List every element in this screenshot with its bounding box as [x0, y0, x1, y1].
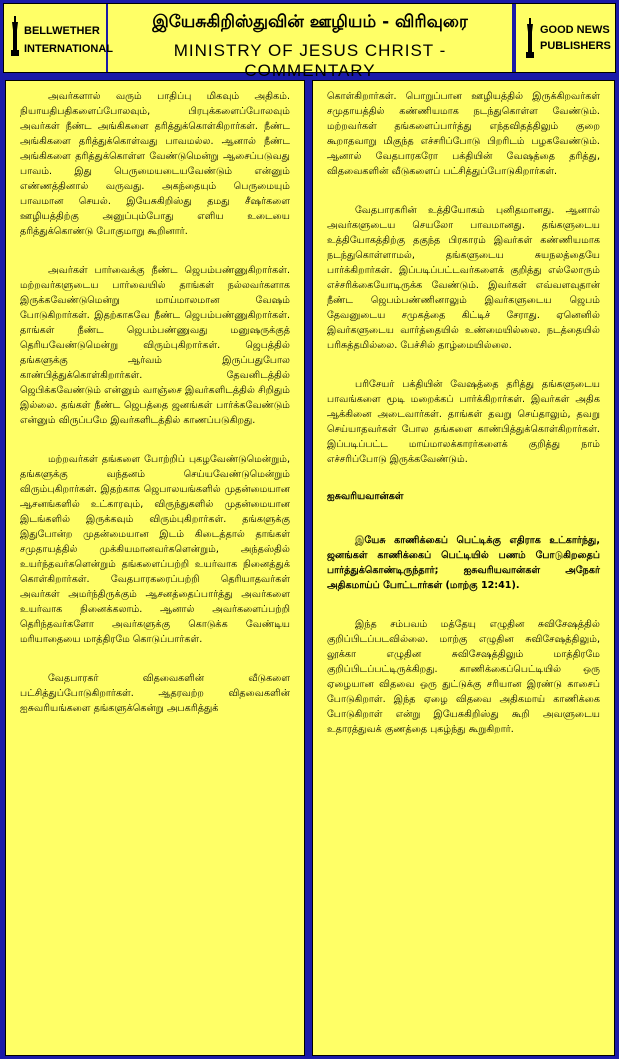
left-paragraph-1: அவர்களால் வரும் பாதிப்பு மிகவும் அதிகம். நியாயதிபதிகளைப்போலவும், பிரபுக்களைப்போலவும் அவர்கள் நீண்ட அங்கிகளை தரித்துக்கொள்கிறார்கள். நீண்ட அங்கிகளை தரித்துக்கொள்வது பாவமல்ல. ஆனால் நீண்ட அங்கிகளை தரித்துக்கொள்ள வேண்டுமென்று ஆசைப்படுவது பாவம். இது பெருமையடையவேண்டும் என்னும் எண்ணத்தினால் வருவது. அகந்தையும் பெருமையும் பாவமான செயல். இயேசுகிறிஸ்து தமது சீஷர்களை ஊழியத்திற்கு அனுப்பும்போது எளிய உடையை தரித்துக்கொண்டு போகுமாறு கூறினார்.: [20, 91, 290, 237]
good-news-tower-icon: [526, 18, 534, 58]
right-paragraph-1: கொள்கிறார்கள். பொறுப்பான ஊழியத்தில் இருக்கிறவர்கள் சமுதாயத்தில் கண்ணியமாக நடந்துகொள்ள வேண்டும். மற்றவர்கள் தங்களைப்பார்த்து எந்தவிதத்திலும் குறை கூறாதவாறு மிகுந்த எச்சரிப்போடு பிறரிடம் பழகவேண்டும். ஆனால் வேதபாரகரோ பக்தியின் வேஷத்தை தரித்து, விதவைகளின் வீடுகளைப் பட்சித்துப்போடுகிறார்கள்.: [327, 91, 600, 177]
left-paragraph-2: அவர்கள் பார்வைக்கு நீண்ட ஜெபம்பண்ணுகிறார்கள். மற்றவர்களுடைய பார்வையில் தாங்கள் நல்லவர்களாக இருக்கவேண்டுமென்று மாய்மாலமான வேஷம் போடுகிறார்கள். இதற்காகவே நீண்ட ஜெபம்பண்ணுகிறார்கள். தாங்கள் நீண்ட ஜெபம்பண்ணுவது மனுஷருக்குத் தெரியவேண்டுமென்று விரும்புகிறார்கள். ஜெபத்தில் தங்களுக்கு ஆர்வம் இருப்பதுபோல காண்பித்துக்கொள்கிறார்கள். தேவனிடத்தில் ஜெபிக்கவேண்டும் என்னும் வாஞ்சை இவர்களிடத்தில் சிறிதும் இல்லை. தங்கள் நீண்ட ஜெபத்தை ஜனங்கள் பார்க்கவேண்டும் என்னும் விருப்பமே இவர்களிடத்தில் காணப்படுகிறது.: [20, 265, 290, 426]
good-news-logo-line1: GOOD NEWS: [540, 24, 610, 36]
right-paragraph-3: பரிசேயர் பக்தியின் வேஷத்தை தரித்து தங்களுடைய பாவங்களை மூடி மறைக்கப் பார்க்கிறார்கள். இவர்கள் அதிக ஆக்கினை அடைவார்கள். தாங்கள் தவறு செய்தாலும், தவறு செய்யாதவர்கள் போல தங்களை காண்பித்துக்கொள்கிறார்கள். இப்படிப்பட்ட மாய்மாலக்காரர்களைக் குறித்து நாம் எச்சரிப்போடு இருக்கவேண்டும்.: [327, 379, 600, 465]
page-title-block: [108, 4, 514, 80]
bellwether-logo-line1: BELLWETHER: [24, 25, 100, 37]
page-header: [3, 3, 616, 80]
right-paragraph-2: வேதபாரகரின் உத்தியோகம் புனிதமானது. ஆனால் அவர்களுடைய செயலோ பாவமானது. தங்களுடைய உத்தியோகத்திற்கு தகுந்த பிரகாரம் இவர்கள் கண்ணியமாக நடந்துகொள்ளாமல், தங்களுடைய சுயநலத்தையே பார்க்கிறார்கள். இப்படிப்பட்டவர்களைக் குறித்து எல்லோரும் எச்சரிக்கையோடிருக்க வேண்டும். இவர்கள் எவ்வளவுதான் நீண்ட ஜெபம்பண்ணினாலும் இவர்களுடைய ஜெபம் தேவனுடைய சமுகத்தை கிட்டிச் சேராது. ஏனெனில் இவர்களுடைய வார்த்தையில் உண்மையில்லை. நடத்தையில் பரிசுத்தமில்லை. பேச்சில் தாழ்மையில்லை.: [327, 205, 600, 351]
left-column: [5, 80, 305, 1056]
scripture-quote: இயேசு காணிக்கைப் பெட்டிக்கு எதிராக உட்கார்ந்து, ஜனங்கள் காணிக்கைப் பெட்டியில் பணம் போடுகிறதைப் பார்த்துக்கொண்டிருந்தார்; ஐசுவரியவான்கள் அநேகர் அதிகமாய்ப் போட்டார்கள் (மாற்கு 12:41).: [327, 535, 600, 591]
page-title-english: MINISTRY OF JESUS CHRIST - COMMENTARY: [173, 41, 447, 80]
bellwether-logo: [4, 4, 114, 72]
good-news-logo: [514, 4, 615, 72]
right-paragraph-4: இந்த சம்பவம் மத்தேயு எழுதின சுவிசேஷத்தில் குறிப்பிடப்படவில்லை. மாற்கு எழுதின சுவிசேஷத்திலும், லூக்கா எழுதின சுவிசேஷத்திலும் மாத்திரமே குறிப்பிடப்பட்டிருக்கிறது. காணிக்கைப்பெட்டியில் ஒரு ஏழையான விதவை ஒரு துட்டுக்கு சரியான இரண்டு காசைப் போடுகிறாள். இந்த ஏழை விதவை அதிகமாய் காணிக்கை போடுகிறாள் என்று இயேசுகிறிஸ்து கூறி அவளுடைய உதாரத்துவக் குணத்தை புகழ்ந்து கூறுகிறார்.: [327, 619, 600, 735]
section-heading: ஐசுவரியவான்கள்: [327, 491, 404, 502]
left-paragraph-3: மற்றவர்கள் தங்களை போற்றிப் புகழவேண்டுமென்றும், தங்களுக்கு வந்தனம் செய்யவேண்டுமென்றும் விரும்புகிறார்கள். இதற்காக ஜெபாலயங்களில் முதன்மையான ஆசனங்களில் உட்காரவும், விருந்துகளில் முதன்மையான இடங்களில் இருக்கவும் விரும்புகிறார்கள். தங்களுக்கு இதுபோன்ற முதன்மையான இடம் கிடைத்தால் தாங்கள் சமுதாயத்தில் முக்கியமானவர்களென்றும், அந்தஸ்தில் உயர்ந்தவர்களென்றும் தங்களைப்பற்றி உயர்வாக நினைத்துக் கொள்கிறார்கள். வேதபாரகரைப்பற்றி தெரியாதவர்கள் அவர்கள் அமர்ந்திருக்கும் ஆசனத்தைப்பார்த்து அவர்களை உயர்வாக நினைக்கலாம். ஆனால் அவர்களைப்பற்றி தெரிந்தவர்களோ அவர்களுக்கு கொடுக்க வேண்டிய மரியாதையை மாத்திரமே கொடுப்பார்கள்.: [20, 454, 290, 645]
right-column: [312, 80, 615, 1056]
bellwether-logo-line2: INTERNATIONAL: [24, 43, 114, 55]
good-news-logo-line2: PUBLISHERS: [540, 40, 611, 52]
page-title-tamil: இயேசுகிறிஸ்துவின் ஊழியம் - விரிவுரை: [152, 12, 468, 32]
bellwether-tower-icon: [11, 16, 19, 56]
left-paragraph-4: வேதபாரகர் விதவைகளின் வீடுகளை பட்சித்துப்போடுகிறார்கள். ஆதரவற்ற விதவைகளின் ஐசுவரியங்களை தங்களுக்கென்று அபகரித்துக்: [20, 673, 290, 714]
